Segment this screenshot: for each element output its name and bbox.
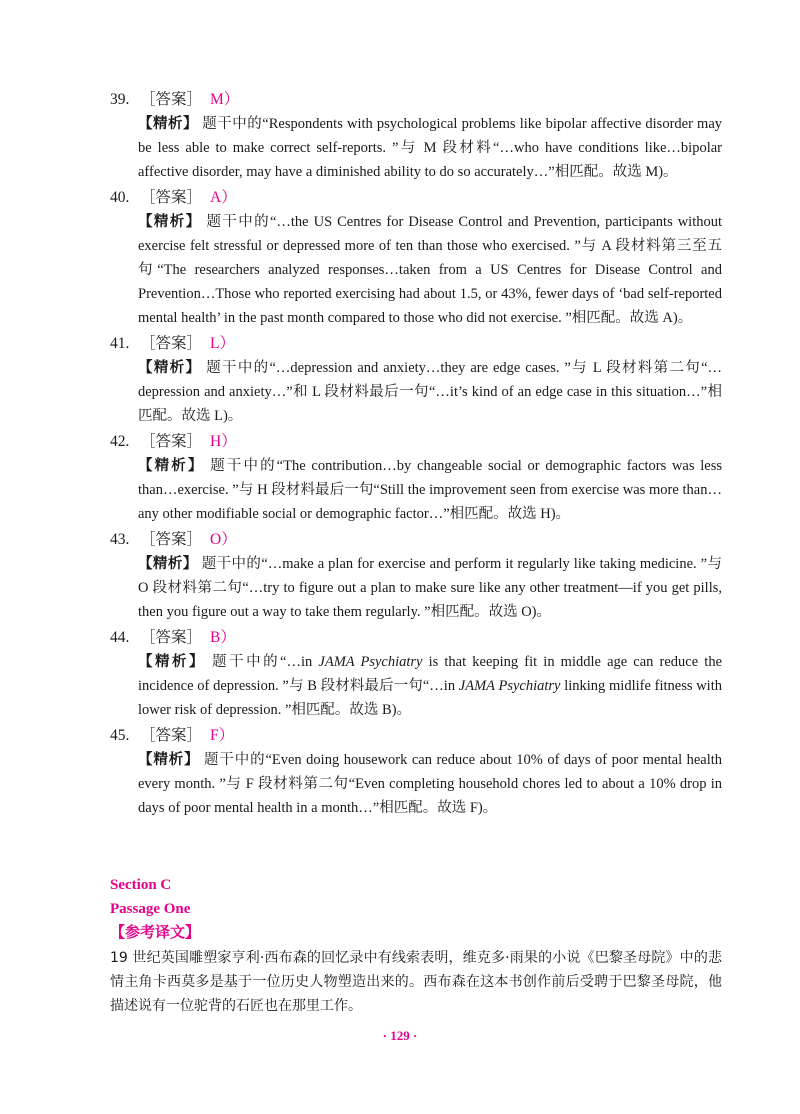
answer-item-41 [110, 332, 722, 428]
answer-item-39 [110, 88, 722, 184]
explanation-text: 题干中的“Respondents with psychological problems like bipolar affective disorder may be less able to make correct self-reports. ”与 M 段材料“…who have conditions like…bipolar affective disorder, may have a diminished ability to do so accurately…”相匹配。故选 M)。 [138, 116, 723, 180]
answer-letter: M） [210, 91, 240, 108]
answer-tag: ［答案］ [140, 335, 203, 352]
answer-item-42 [110, 430, 722, 526]
answer-item-43 [110, 528, 722, 624]
answer-item-45 [110, 724, 722, 820]
explanation-text: 题干中的“…make a plan for exercise and perform it regularly like taking medicine. ”与 O 段材料第二句“…try to figure out a plan to make sure like any other treatment—if you get pills, then you figure out a way to take them regularly. ”相匹配。故选 O)。 [138, 556, 723, 620]
explanation [138, 552, 722, 624]
explanation [138, 112, 722, 184]
explanation-text: is that keeping fit in middle age can reduce the incidence of depression. ”与 B 段材料最后一句“…in [138, 654, 723, 694]
explanation-tag: 【精析】 [138, 360, 202, 376]
explanation-text: 题干中的“The contribution…by changeable social or demographic factors was less than…exercise. ”与 H 段材料最后一句“Still the improvement seen from exercise was more than…any other modifiable social or demographic factor…”相匹配。故选 H)。 [138, 458, 723, 522]
answer-item-40 [110, 186, 722, 330]
explanation-tag: 【精析】 [138, 654, 206, 670]
answer-tag: ［答案］ [140, 91, 203, 108]
explanation-text: 题干中的“…the US Centres for Disease Control and Prevention, participants without exercise felt stressful or depressed more of ten than those who exercised. ”与 A 段材料第三至五句“The researchers analyzed responses…taken from a US Centres for Disease Control and Prevention…Those who reported exercising had about 1.5, or 43%, fewer days of ‘bad self-reported mental health’ in the past month compared to those who did not exercise. ”相匹配。故选 A)。 [138, 214, 723, 326]
answer-tag: ［答案］ [140, 433, 203, 450]
translation-paragraph: 19 世纪英国雕塑家亨利·西布森的回忆录中有线索表明，维克多·雨果的小说《巴黎圣母院》中的悲情主角卡西莫多是基于一位历史人物塑造出来的。西布森在这本书创作前后受聘于巴黎圣母院，他描述说有一位驼背的石匠也在那里工作。 [110, 950, 722, 1014]
explanation [138, 356, 722, 428]
answer-letter: H） [210, 433, 237, 450]
explanation-tag: 【精析】 [138, 752, 200, 768]
explanation-tag: 【精析】 [138, 214, 202, 230]
answer-tag: ［答案］ [140, 727, 203, 744]
explanation-tag: 【精析】 [138, 116, 199, 132]
explanation [138, 748, 722, 820]
explanation-tag: 【精析】 [138, 556, 198, 572]
item-number: 43. [110, 531, 130, 548]
item-number: 44. [110, 629, 130, 646]
answer-letter: F） [210, 727, 235, 744]
journal-title: JAMA Psychiatry [458, 678, 561, 694]
explanation [138, 454, 722, 526]
item-number: 41. [110, 335, 130, 352]
answer-letter: O） [210, 531, 237, 548]
explanation-tag: 【精析】 [138, 458, 205, 474]
answer-letter: L） [210, 335, 235, 352]
explanation-text: 题干中的“Even doing housework can reduce about 10% of days of poor mental health every month. ”与 F 段材料第二句“Even completing household chores led to about a 10% drop in days of poor mental health in a month…”相匹配。故选 F)。 [138, 752, 723, 816]
journal-title: JAMA Psychiatry [318, 654, 423, 670]
section-title: Section C [110, 877, 172, 893]
item-number: 40. [110, 189, 130, 206]
passage-title: Passage One [110, 901, 191, 917]
item-number: 45. [110, 727, 130, 744]
explanation-text: 题干中的“…depression and anxiety…they are edge cases. ”与 L 段材料第二句“…depression and anxiety…”和 L 段材料最后一句“…it’s kind of an edge case in this situation…”相匹配。故选 L)。 [138, 360, 723, 424]
explanation [138, 210, 722, 330]
page-number: · 129 · [382, 1028, 418, 1043]
section-header [110, 873, 722, 945]
reference-translation-title: 【参考译文】 [110, 925, 201, 941]
answer-item-44 [110, 626, 722, 722]
answer-list [110, 88, 722, 822]
explanation-text: linking midlife fitness with lower risk of depression. ”相匹配。故选 B)。 [138, 678, 722, 718]
answer-letter: B） [210, 629, 236, 646]
answer-tag: ［答案］ [140, 531, 203, 548]
answer-tag: ［答案］ [140, 629, 203, 646]
item-number: 42. [110, 433, 130, 450]
explanation [138, 650, 722, 722]
answer-tag: ［答案］ [140, 189, 203, 206]
explanation-text: 题干中的“…in [212, 654, 319, 670]
answer-letter: A） [210, 189, 237, 206]
item-number: 39. [110, 91, 130, 108]
